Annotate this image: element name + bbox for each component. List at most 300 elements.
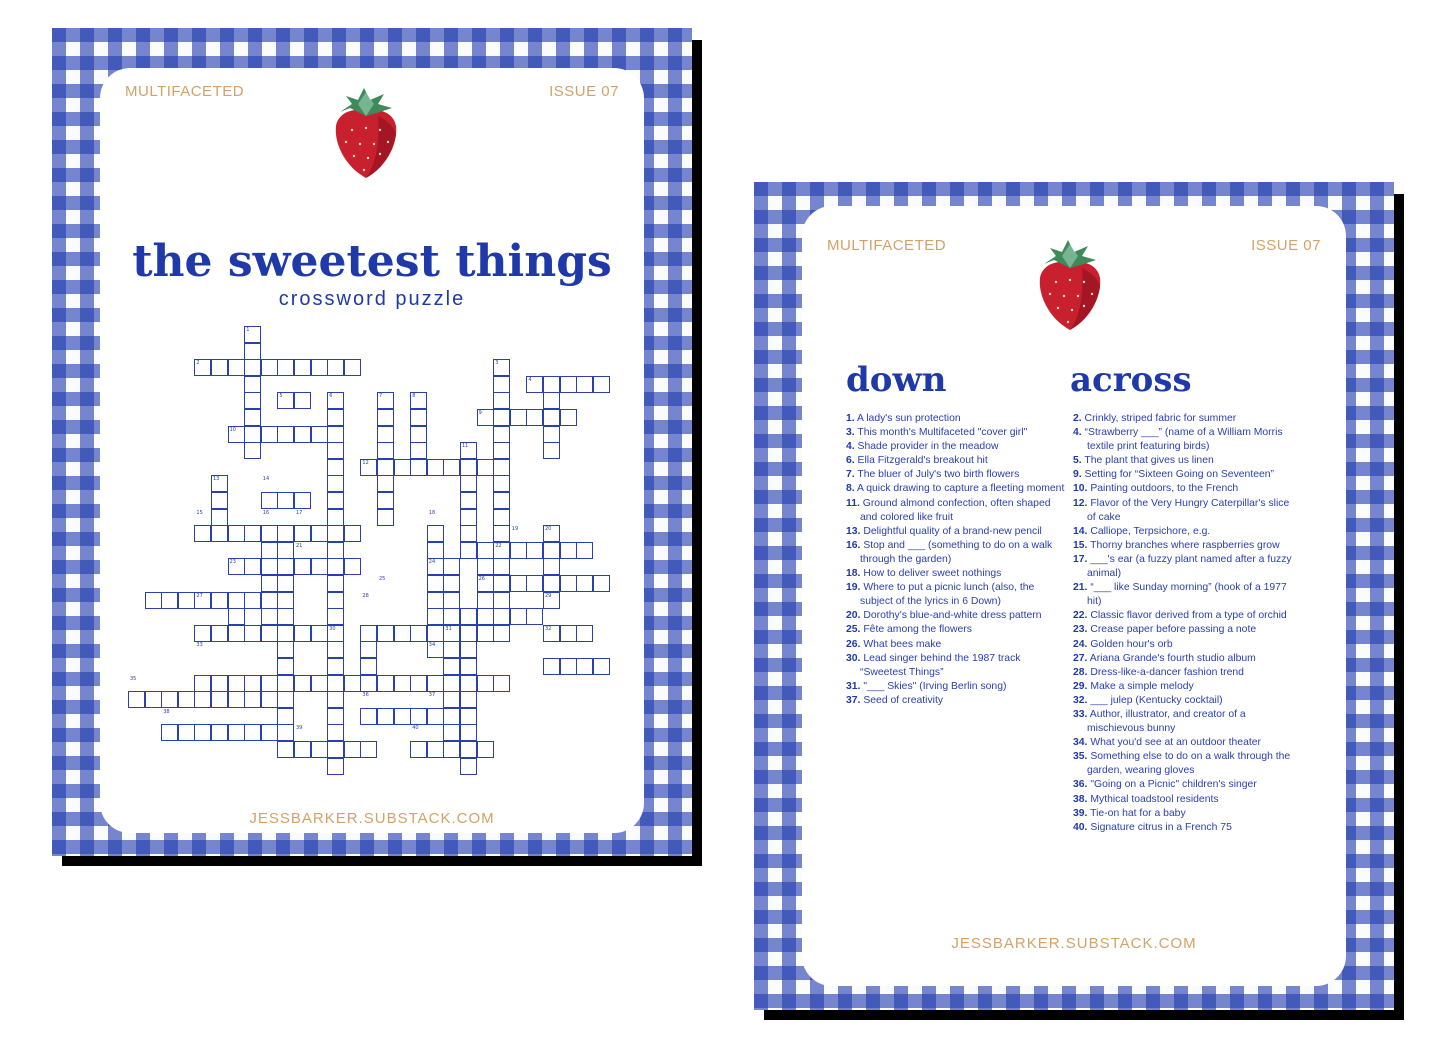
grid-cell[interactable] — [543, 658, 560, 675]
grid-cell[interactable] — [277, 426, 294, 443]
grid-cell[interactable] — [360, 708, 377, 725]
grid-cell[interactable] — [377, 675, 394, 692]
across-clue-list — [1073, 412, 1299, 835]
grid-clue-number: 3 — [495, 360, 499, 367]
grid-clue-number: 16 — [262, 509, 270, 516]
grid-cell[interactable] — [493, 525, 510, 542]
grid-cell[interactable] — [244, 343, 261, 360]
clue-text: Ground almond confection, often shaped and colored like fruit — [859, 497, 1051, 523]
grid-clue-number: 5 — [279, 393, 283, 400]
grid-cell[interactable] — [327, 426, 344, 443]
grid-cell[interactable] — [377, 409, 394, 426]
grid-cell[interactable] — [560, 575, 577, 592]
grid-cell[interactable] — [377, 426, 394, 443]
grid-clue-number: 23 — [229, 559, 236, 566]
grid-cell[interactable] — [460, 525, 477, 542]
grid-cell[interactable] — [327, 724, 344, 741]
grid-cell[interactable] — [360, 625, 377, 642]
grid-cell[interactable] — [344, 525, 361, 542]
grid-cell[interactable] — [377, 625, 394, 642]
grid-cell[interactable] — [443, 575, 460, 592]
grid-cell[interactable] — [261, 724, 278, 741]
grid-cell[interactable] — [277, 658, 294, 675]
grid-cell[interactable] — [194, 525, 211, 542]
grid-cell[interactable] — [443, 658, 460, 675]
grid-cell[interactable] — [510, 409, 527, 426]
grid-cell[interactable] — [194, 691, 211, 708]
grid-cell[interactable] — [560, 658, 577, 675]
clue-text: A lady's sun protection — [854, 413, 961, 424]
grid-cell[interactable] — [277, 675, 294, 692]
grid-cell[interactable] — [344, 741, 361, 758]
grid-clue-number: 18 — [428, 509, 436, 516]
grid-cell[interactable] — [460, 459, 477, 476]
grid-cell[interactable] — [493, 509, 510, 526]
grid-cell[interactable] — [228, 691, 245, 708]
grid-cell[interactable] — [543, 558, 560, 575]
grid-cell[interactable] — [228, 608, 245, 625]
clue-number: 20. — [846, 610, 861, 622]
grid-cell[interactable] — [327, 575, 344, 592]
grid-cell[interactable] — [327, 475, 344, 492]
grid-cell[interactable] — [344, 675, 361, 692]
grid-cell[interactable] — [228, 675, 245, 692]
grid-cell[interactable] — [443, 459, 460, 476]
grid-cell[interactable] — [427, 542, 444, 559]
grid-cell[interactable] — [344, 558, 361, 575]
grid-cell[interactable] — [510, 608, 527, 625]
grid-cell[interactable] — [311, 625, 328, 642]
grid-cell[interactable] — [244, 442, 261, 459]
grid-cell[interactable] — [493, 475, 510, 492]
across-clue — [1073, 666, 1299, 680]
grid-cell[interactable] — [277, 525, 294, 542]
grid-cell[interactable] — [244, 691, 261, 708]
grid-cell[interactable] — [244, 558, 261, 575]
grid-cell[interactable] — [460, 708, 477, 725]
clue-text: Flavor of the Very Hungry Caterpillar's slice of cake — [1087, 497, 1290, 523]
grid-cell[interactable] — [427, 575, 444, 592]
grid-cell[interactable] — [228, 724, 245, 741]
grid-cell[interactable] — [327, 708, 344, 725]
across-clue — [1073, 581, 1299, 609]
grid-cell[interactable] — [460, 475, 477, 492]
grid-cell[interactable] — [543, 392, 560, 409]
grid-cell[interactable] — [477, 608, 494, 625]
grid-cell[interactable] — [294, 525, 311, 542]
grid-cell[interactable] — [294, 741, 311, 758]
grid-cell[interactable] — [526, 542, 543, 559]
grid-cell[interactable] — [560, 409, 577, 426]
grid-cell[interactable] — [360, 658, 377, 675]
grid-cell[interactable] — [211, 625, 228, 642]
front-page — [100, 68, 644, 833]
grid-cell[interactable] — [443, 608, 460, 625]
grid-cell[interactable] — [576, 376, 593, 393]
grid-cell[interactable] — [277, 724, 294, 741]
grid-clue-number: 32 — [545, 625, 552, 632]
clue-number: 29. — [1073, 680, 1088, 692]
grid-cell[interactable] — [311, 359, 328, 376]
grid-cell[interactable] — [543, 426, 560, 443]
grid-cell[interactable] — [327, 741, 344, 758]
clue-number: 33. — [1073, 708, 1088, 720]
grid-cell[interactable] — [211, 359, 228, 376]
grid-cell[interactable] — [526, 575, 543, 592]
clue-text: “Strawberry ___” (name of a William Morris textile print featuring birds) — [1081, 427, 1283, 453]
grid-cell[interactable] — [427, 708, 444, 725]
grid-cell[interactable] — [277, 741, 294, 758]
grid-cell[interactable] — [377, 492, 394, 509]
grid-cell[interactable] — [493, 558, 510, 575]
grid-cell[interactable] — [244, 392, 261, 409]
grid-cell[interactable] — [593, 376, 610, 393]
grid-cell[interactable] — [460, 658, 477, 675]
grid-cell[interactable] — [560, 542, 577, 559]
grid-cell[interactable] — [443, 724, 460, 741]
grid-cell[interactable] — [460, 625, 477, 642]
clue-number: 5. — [1073, 455, 1082, 467]
grid-clue-number: 25 — [379, 576, 386, 582]
grid-cell[interactable] — [427, 459, 444, 476]
down-clue — [846, 497, 1068, 525]
grid-cell[interactable] — [244, 625, 261, 642]
clue-text: Crease paper before passing a note — [1087, 624, 1257, 636]
grid-cell[interactable] — [311, 558, 328, 575]
grid-cell[interactable] — [593, 575, 610, 592]
down-clue — [846, 680, 1068, 694]
clue-text: Setting for “Sixteen Going on Seventeen” — [1081, 469, 1275, 481]
grid-cell[interactable] — [477, 741, 494, 758]
grid-clue-number: 7 — [379, 393, 383, 400]
clue-text: Golden hour's orb — [1087, 638, 1173, 650]
clue-number: 7. — [846, 469, 855, 481]
grid-cell[interactable] — [543, 542, 560, 559]
grid-cell[interactable] — [460, 641, 477, 658]
grid-cell[interactable] — [161, 691, 178, 708]
grid-cell[interactable] — [211, 592, 228, 609]
grid-cell[interactable] — [460, 542, 477, 559]
grid-cell[interactable] — [410, 675, 427, 692]
grid-cell[interactable] — [327, 558, 344, 575]
grid-cell[interactable] — [410, 741, 427, 758]
page-title: the sweetest things — [132, 236, 612, 287]
grid-cell[interactable] — [244, 426, 261, 443]
grid-cell[interactable] — [460, 741, 477, 758]
down-clue — [846, 440, 1068, 454]
grid-cell[interactable] — [460, 691, 477, 708]
grid-cell[interactable] — [576, 658, 593, 675]
grid-cell[interactable] — [593, 658, 610, 675]
grid-cell[interactable] — [228, 592, 245, 609]
grid-cell[interactable] — [427, 525, 444, 542]
down-clue — [846, 567, 1068, 581]
down-clue — [846, 482, 1068, 496]
clue-number: 14. — [1073, 525, 1088, 537]
clue-number: 38. — [1073, 793, 1088, 805]
grid-cell[interactable] — [327, 691, 344, 708]
grid-cell[interactable] — [211, 675, 228, 692]
grid-cell[interactable] — [294, 625, 311, 642]
grid-cell[interactable] — [194, 625, 211, 642]
grid-cell[interactable] — [410, 426, 427, 443]
grid-cell[interactable] — [327, 658, 344, 675]
grid-cell[interactable] — [327, 459, 344, 476]
grid-cell[interactable] — [477, 459, 494, 476]
grid-cell[interactable] — [493, 459, 510, 476]
grid-cell[interactable] — [560, 625, 577, 642]
grid-cell[interactable] — [294, 492, 311, 509]
grid-cell[interactable] — [543, 442, 560, 459]
grid-cell[interactable] — [377, 475, 394, 492]
grid-cell[interactable] — [360, 741, 377, 758]
grid-cell[interactable] — [460, 675, 477, 692]
grid-cell[interactable] — [560, 376, 577, 393]
grid-cell[interactable] — [261, 625, 278, 642]
grid-cell[interactable] — [477, 592, 494, 609]
grid-cell[interactable] — [211, 492, 228, 509]
footer-url: JESSBARKER.SUBSTACK.COM — [249, 810, 495, 827]
grid-cell[interactable] — [460, 509, 477, 526]
grid-cell[interactable] — [477, 675, 494, 692]
grid-cell[interactable] — [526, 608, 543, 625]
grid-cell[interactable] — [460, 724, 477, 741]
across-clue — [1073, 482, 1299, 496]
clue-number: 18. — [846, 568, 861, 580]
grid-cell[interactable] — [493, 426, 510, 443]
grid-cell[interactable] — [294, 359, 311, 376]
grid-cell[interactable] — [443, 592, 460, 609]
grid-cell[interactable] — [327, 608, 344, 625]
clue-text: What bees make — [860, 638, 942, 650]
grid-clue-number: 2 — [196, 360, 200, 367]
grid-cell[interactable] — [360, 675, 377, 692]
grid-clue-number: 27 — [196, 592, 203, 599]
grid-cell[interactable] — [261, 359, 278, 376]
grid-cell[interactable] — [394, 459, 411, 476]
grid-cell[interactable] — [194, 724, 211, 741]
grid-cell[interactable] — [194, 675, 211, 692]
grid-cell[interactable] — [443, 558, 460, 575]
grid-cell[interactable] — [510, 542, 527, 559]
grid-cell[interactable] — [261, 426, 278, 443]
grid-cell[interactable] — [211, 724, 228, 741]
grid-cell[interactable] — [493, 492, 510, 509]
grid-cell[interactable] — [277, 359, 294, 376]
grid-cell[interactable] — [244, 409, 261, 426]
grid-cell[interactable] — [443, 641, 460, 658]
grid-cell[interactable] — [327, 409, 344, 426]
grid-cell[interactable] — [410, 459, 427, 476]
grid-cell[interactable] — [244, 359, 261, 376]
clue-number: 26. — [846, 638, 861, 650]
grid-cell[interactable] — [443, 741, 460, 758]
grid-cell[interactable] — [410, 442, 427, 459]
grid-cell[interactable] — [277, 492, 294, 509]
clue-text: Lead singer behind the 1987 track “Sweetest Things” — [860, 652, 1021, 678]
clue-text: ___'s ear (a fuzzy plant named after a fuzzy animal) — [1087, 553, 1292, 580]
grid-cell[interactable] — [510, 575, 527, 592]
grid-cell[interactable] — [261, 592, 278, 609]
grid-cell[interactable] — [327, 359, 344, 376]
grid-cell[interactable] — [311, 675, 328, 692]
grid-cell[interactable] — [576, 625, 593, 642]
clue-text: Thorny branches where raspberries grow — [1087, 539, 1280, 551]
grid-cell[interactable] — [460, 758, 477, 775]
grid-cell[interactable] — [327, 758, 344, 775]
grid-cell[interactable] — [327, 442, 344, 459]
grid-cell[interactable] — [526, 409, 543, 426]
grid-cell[interactable] — [410, 409, 427, 426]
grid-cell[interactable] — [377, 509, 394, 526]
grid-cell[interactable] — [327, 542, 344, 559]
grid-cell[interactable] — [477, 542, 494, 559]
grid-cell[interactable] — [543, 376, 560, 393]
grid-cell[interactable] — [294, 558, 311, 575]
grid-cell[interactable] — [493, 625, 510, 642]
grid-cell[interactable] — [327, 509, 344, 526]
grid-cell[interactable] — [244, 724, 261, 741]
grid-cell[interactable] — [277, 708, 294, 725]
grid-cell[interactable] — [228, 625, 245, 642]
grid-cell[interactable] — [410, 625, 427, 642]
grid-cell[interactable] — [277, 558, 294, 575]
grid-cell[interactable] — [410, 708, 427, 725]
grid-cell[interactable] — [261, 558, 278, 575]
grid-cell[interactable] — [394, 675, 411, 692]
grid-cell[interactable] — [311, 525, 328, 542]
across-clue — [1073, 497, 1299, 525]
clue-text: Classic flavor derived from a type of orchid — [1087, 610, 1287, 622]
clue-number: 15. — [1073, 539, 1088, 551]
grid-cell[interactable] — [443, 675, 460, 692]
grid-cell[interactable] — [261, 542, 278, 559]
clue-page — [802, 206, 1346, 986]
clue-number: 11. — [846, 497, 860, 509]
clue-text: Mythical toadstool residents — [1087, 793, 1219, 805]
grid-cell[interactable] — [261, 492, 278, 509]
grid-cell[interactable] — [244, 525, 261, 542]
grid-cell[interactable] — [543, 409, 560, 426]
grid-cell[interactable] — [493, 409, 510, 426]
clue-number: 19. — [846, 582, 861, 594]
grid-cell[interactable] — [493, 376, 510, 393]
grid-cell[interactable] — [261, 525, 278, 542]
grid-cell[interactable] — [277, 625, 294, 642]
grid-cell[interactable] — [277, 641, 294, 658]
grid-cell[interactable] — [311, 741, 328, 758]
grid-cell[interactable] — [327, 641, 344, 658]
grid-cell[interactable] — [294, 392, 311, 409]
grid-cell[interactable] — [211, 691, 228, 708]
grid-cell[interactable] — [377, 708, 394, 725]
grid-cell[interactable] — [477, 625, 494, 642]
grid-cell[interactable] — [294, 426, 311, 443]
grid-cell[interactable] — [211, 525, 228, 542]
grid-cell[interactable] — [277, 691, 294, 708]
grid-cell[interactable] — [228, 359, 245, 376]
grid-cell[interactable] — [277, 575, 294, 592]
grid-cell[interactable] — [327, 525, 344, 542]
grid-cell[interactable] — [261, 675, 278, 692]
grid-cell[interactable] — [443, 691, 460, 708]
grid-cell[interactable] — [427, 608, 444, 625]
grid-cell[interactable] — [327, 675, 344, 692]
grid-cell[interactable] — [394, 708, 411, 725]
grid-clue-number: 37 — [428, 692, 436, 699]
grid-cell[interactable] — [128, 691, 145, 708]
grid-cell[interactable] — [277, 608, 294, 625]
grid-cell[interactable] — [327, 592, 344, 609]
grid-cell[interactable] — [493, 608, 510, 625]
grid-cell[interactable] — [493, 442, 510, 459]
grid-cell[interactable] — [493, 592, 510, 609]
grid-cell[interactable] — [145, 691, 162, 708]
clue-text: Author, illustrator, and creator of a mischievous bunny — [1087, 708, 1246, 735]
grid-cell[interactable] — [161, 724, 178, 741]
grid-cell[interactable] — [261, 575, 278, 592]
grid-cell[interactable] — [427, 592, 444, 609]
grid-cell[interactable] — [394, 625, 411, 642]
grid-cell[interactable] — [493, 575, 510, 592]
grid-cell[interactable] — [211, 509, 228, 526]
grid-cell[interactable] — [145, 592, 162, 609]
grid-cell[interactable] — [261, 608, 278, 625]
grid-cell[interactable] — [427, 625, 444, 642]
grid-cell[interactable] — [460, 608, 477, 625]
grid-cell[interactable] — [277, 542, 294, 559]
grid-cell[interactable] — [360, 641, 377, 658]
grid-cell[interactable] — [294, 675, 311, 692]
grid-cell[interactable] — [377, 459, 394, 476]
grid-cell[interactable] — [344, 359, 361, 376]
grid-cell[interactable] — [327, 492, 344, 509]
grid-cell[interactable] — [161, 592, 178, 609]
grid-cell[interactable] — [178, 592, 195, 609]
grid-cell[interactable] — [543, 575, 560, 592]
grid-cell[interactable] — [427, 741, 444, 758]
clue-text: Seed of creativity — [860, 694, 944, 706]
grid-cell[interactable] — [244, 675, 261, 692]
grid-cell[interactable] — [576, 575, 593, 592]
grid-cell[interactable] — [178, 724, 195, 741]
grid-clue-number: 10 — [229, 426, 236, 433]
grid-clue-number: 34 — [428, 642, 436, 649]
grid-cell[interactable] — [277, 592, 294, 609]
grid-cell[interactable] — [178, 691, 195, 708]
grid-clue-number: 15 — [196, 509, 203, 516]
grid-cell[interactable] — [261, 691, 278, 708]
grid-cell[interactable] — [576, 542, 593, 559]
grid-cell[interactable] — [427, 675, 444, 692]
across-clue — [1073, 680, 1299, 694]
across-clue — [1073, 468, 1299, 482]
clue-text: "Going on a Picnic" children's singer — [1087, 779, 1257, 791]
grid-cell[interactable] — [493, 675, 510, 692]
grid-cell[interactable] — [443, 708, 460, 725]
grid-cell[interactable] — [311, 426, 328, 443]
grid-cell[interactable] — [228, 525, 245, 542]
grid-cell[interactable] — [477, 558, 494, 575]
grid-cell[interactable] — [377, 442, 394, 459]
grid-clue-number: 26 — [478, 576, 485, 582]
grid-cell[interactable] — [493, 392, 510, 409]
grid-cell[interactable] — [460, 492, 477, 509]
grid-cell[interactable] — [244, 592, 261, 609]
front-card — [52, 28, 692, 856]
grid-cell[interactable] — [244, 376, 261, 393]
clue-number: 34. — [1073, 737, 1088, 749]
